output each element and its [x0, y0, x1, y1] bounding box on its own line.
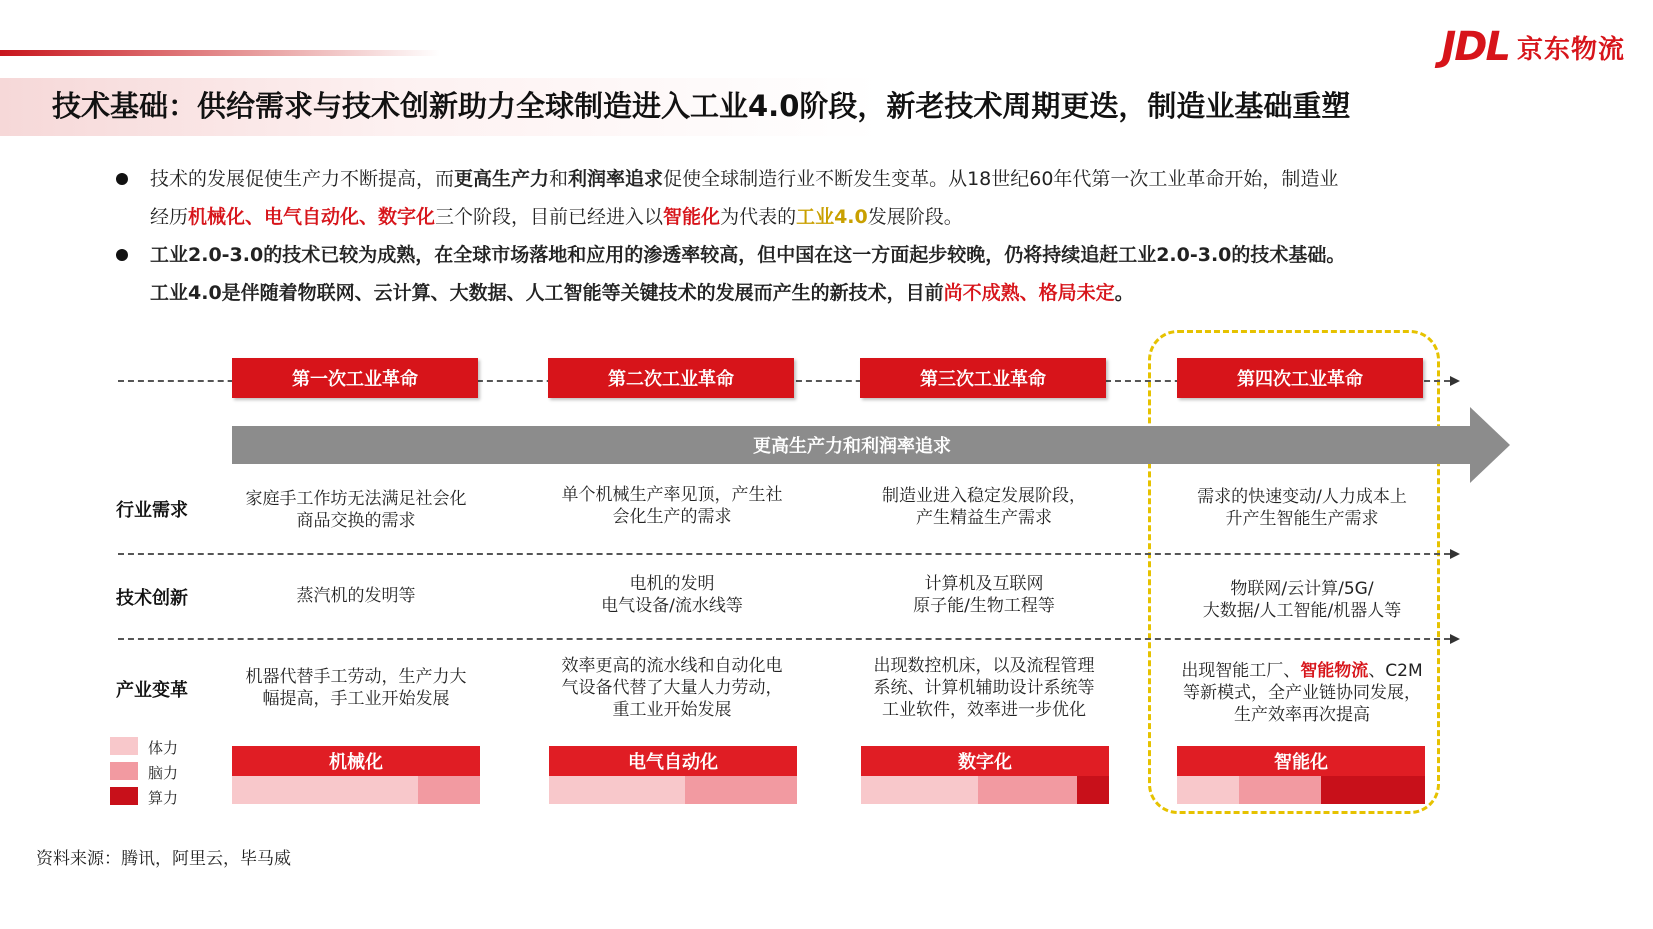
- era-4: 第四次工业革命: [1177, 358, 1423, 398]
- cell-line: 电机的发明: [629, 574, 715, 594]
- row-divider: [118, 553, 1450, 555]
- demand-cell-3: [860, 485, 1108, 529]
- row-divider: [118, 638, 1450, 640]
- industry-cell-4: [1160, 660, 1444, 726]
- text-run: 工业4.0是伴随着物联网、云计算、大数据、人工智能等关键技术的发展而产生的新技术，目前: [150, 282, 944, 304]
- logo-text: 京东物流: [1516, 34, 1625, 65]
- text-run: 更高生产力: [454, 168, 550, 190]
- cell-line: 蒸汽机的发明等: [296, 586, 416, 606]
- text-run: 和: [549, 168, 569, 190]
- text-run: 机械化、电气自动化、数字化: [188, 206, 436, 228]
- compute-share: [1321, 776, 1425, 804]
- demand-cell-1: [232, 488, 480, 532]
- stage-mix-bar: [1177, 776, 1425, 804]
- innovation-cell-2: [548, 573, 796, 617]
- stage-block-3: [861, 746, 1109, 804]
- jdl-logo: [1441, 24, 1625, 70]
- demand-cell-4: [1177, 486, 1427, 530]
- bullet-1-line-2: [150, 198, 963, 236]
- text-run: 三个阶段，目前已经进入以: [435, 206, 664, 228]
- text-run: 智能化: [663, 206, 721, 228]
- cell-line: 工业软件，效率进一步优化: [882, 700, 1086, 720]
- stage-mix-bar: [861, 776, 1109, 804]
- bullet-1-line-1: [150, 160, 1338, 198]
- text-run: 为代表的: [720, 206, 797, 228]
- innovation-cell-4: [1177, 578, 1427, 622]
- stage-label: 机械化: [232, 746, 480, 776]
- stage-label: 智能化: [1177, 746, 1425, 776]
- page-title: 技术基础：供给需求与技术创新助力全球制造进入工业4.0阶段，新老技术周期更迭，制造业基础重塑: [52, 89, 1351, 123]
- text-run: 。: [1114, 282, 1134, 304]
- stage-block-4: [1177, 746, 1425, 804]
- text-run: 经历: [150, 206, 189, 228]
- cell-line: 物联网/云计算/5G/: [1230, 579, 1374, 599]
- cell-line: 电气设备/流水线等: [601, 596, 743, 616]
- top-accent-stripe: [0, 50, 440, 56]
- legend-swatch-mental: [110, 762, 138, 780]
- row-label-demand: 行业需求: [116, 500, 188, 521]
- stage-block-2: [549, 746, 797, 804]
- innovation-cell-3: [860, 573, 1108, 617]
- cell-line: 效率更高的流水线和自动化电: [561, 656, 783, 676]
- era-2: 第二次工业革命: [548, 358, 794, 398]
- stage-block-1: [232, 746, 480, 804]
- cell-line: 大数据/人工智能/机器人等: [1202, 601, 1402, 621]
- mental-share: [1239, 776, 1321, 804]
- era-1: 第一次工业革命: [232, 358, 478, 398]
- legend-label-physical: 体力: [148, 739, 179, 757]
- cell-line: 机器代替手工劳动，生产力大: [245, 667, 467, 687]
- row-label-industry: 产业变革: [116, 680, 188, 701]
- cell-line: 生产效率再次提高: [1234, 705, 1370, 725]
- legend-swatch-compute: [110, 787, 138, 805]
- mental-share: [418, 776, 480, 804]
- physical-share: [1177, 776, 1239, 804]
- timeline-arrowhead-icon: [1450, 376, 1460, 386]
- cell-line: 出现智能工厂、智能物流、C2M: [1181, 661, 1423, 681]
- cell-line: 升产生智能生产需求: [1225, 509, 1379, 529]
- cell-line: 重工业开始发展: [612, 700, 732, 720]
- stage-label: 电气自动化: [549, 746, 797, 776]
- era-3: 第三次工业革命: [860, 358, 1106, 398]
- cell-line: 出现数控机床，以及流程管理: [873, 656, 1095, 676]
- industry-cell-3: [860, 655, 1108, 721]
- cell-line: 商品交换的需求: [296, 511, 416, 531]
- text-run: 利润率追求: [568, 168, 664, 190]
- cell-line: 单个机械生产率见顶，产生社: [561, 485, 783, 505]
- source-note: 资料来源：腾讯，阿里云，毕马威: [36, 849, 291, 869]
- industry-cell-1: [232, 666, 480, 710]
- row-divider-arrowhead-icon: [1450, 634, 1460, 644]
- cell-line: 气设备代替了大量人力劳动，: [561, 678, 783, 698]
- bullet-2-line-1: [150, 236, 1345, 274]
- text-run: 尚不成熟、格局未定: [943, 282, 1115, 304]
- demand-cell-2: [548, 484, 796, 528]
- cell-line: 产生精益生产需求: [916, 508, 1052, 528]
- cell-line: 制造业进入稳定发展阶段，: [882, 486, 1086, 506]
- industry-4-highlight-box: [1148, 330, 1440, 814]
- cell-line: 原子能/生物工程等: [913, 596, 1055, 616]
- legend-label-mental: 脑力: [148, 764, 179, 782]
- physical-share: [232, 776, 418, 804]
- cell-line: 系统、计算机辅助设计系统等: [873, 678, 1095, 698]
- text-run: 工业4.0: [796, 206, 868, 228]
- cell-line: 幅提高，手工业开始发展: [262, 689, 450, 709]
- cell-line: 需求的快速变动/人力成本上: [1197, 487, 1407, 507]
- progress-arrowhead-icon: [1470, 407, 1510, 483]
- text-run: 促使全球制造行业不断发生变革。从18世纪60年代第一次工业革命开始，制造业: [663, 168, 1339, 190]
- mental-share: [685, 776, 797, 804]
- compute-share: [1077, 776, 1109, 804]
- logo-mark: JDL: [1441, 24, 1509, 70]
- row-label-innovation: 技术创新: [116, 588, 188, 609]
- text-run: 工业2.0-3.0的技术已较为成熟，在全球市场落地和应用的渗透率较高，但中国在这一方面起步较晚，仍将持续追赶工业2.0-3.0的技术基础。: [150, 244, 1346, 266]
- cell-line: 计算机及互联网: [924, 574, 1044, 594]
- mental-share: [978, 776, 1077, 804]
- legend-label-compute: 算力: [148, 789, 179, 807]
- row-divider-arrowhead-icon: [1450, 549, 1460, 559]
- cell-line: 会化生产的需求: [612, 507, 732, 527]
- text-run: 技术的发展促使生产力不断提高，而: [150, 168, 455, 190]
- stage-mix-bar: [549, 776, 797, 804]
- physical-share: [861, 776, 978, 804]
- legend-swatch-physical: [110, 737, 138, 755]
- bullet-2-line-2: [150, 274, 1134, 312]
- stage-mix-bar: [232, 776, 480, 804]
- bullet-dot: [116, 249, 128, 261]
- cell-line: 家庭手工作坊无法满足社会化: [245, 489, 467, 509]
- physical-share: [549, 776, 685, 804]
- bullet-dot: [116, 173, 128, 185]
- cell-line: 等新模式，全产业链协同发展，: [1183, 683, 1421, 703]
- industry-cell-2: [548, 655, 796, 721]
- progress-arrow: 更高生产力和利润率追求: [232, 426, 1472, 464]
- text-run: 发展阶段。: [867, 206, 963, 228]
- stage-label: 数字化: [861, 746, 1109, 776]
- innovation-cell-1: [232, 585, 480, 607]
